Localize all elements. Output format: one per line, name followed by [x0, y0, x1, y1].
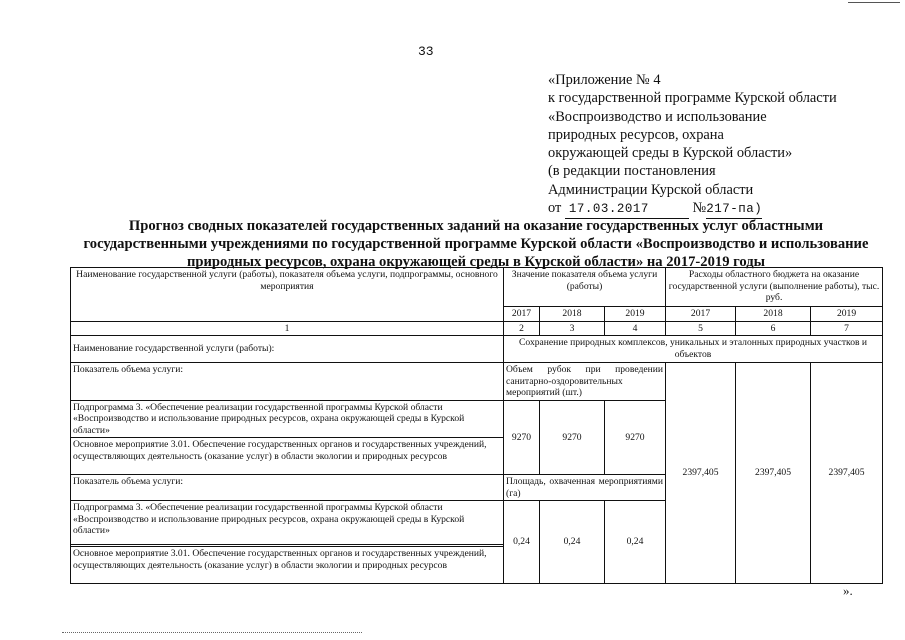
expense-value: 2397,405	[811, 363, 883, 584]
top-edge-rule	[848, 2, 900, 3]
expense-value: 2397,405	[666, 363, 736, 584]
forecast-table	[70, 267, 883, 584]
service-value: Сохранение природных комплексов, уникальных и эталонных природных участков и объектов	[504, 336, 883, 363]
annex-block	[548, 71, 837, 219]
area-value: 0,24	[540, 501, 605, 584]
annex-line: «Приложение № 4	[548, 72, 661, 88]
annex-line: Администрации Курской области	[548, 181, 754, 198]
service-label: Наименование государственной услуги (работы):	[71, 336, 504, 363]
year-cell: 2017	[504, 307, 540, 322]
header-volume: Значение показателя объема услуги (работы)	[504, 268, 666, 307]
year-cell: 2018	[736, 307, 811, 322]
area-value: 0,24	[605, 501, 666, 584]
from-label: от	[548, 200, 562, 217]
main-event-text: Основное мероприятие 3.01. Обеспечение государственных органов и государственных учреждений, осуществляющих деятельность (оказание услуг) в области экологии и природных ресурсов	[71, 438, 504, 475]
year-cell: 2017	[666, 307, 736, 322]
header-row	[71, 268, 883, 307]
annex-line: к государственной программе Курской области	[548, 90, 837, 107]
closing-quote: ».	[843, 583, 853, 598]
indicator-label: Показатель объема услуги:	[71, 475, 504, 501]
volume-value: 9270	[540, 400, 605, 475]
year-cell: 2019	[605, 307, 666, 322]
indicator-label: Показатель объема услуги:	[71, 363, 504, 401]
main-event-text: Основное мероприятие 3.01. Обеспечение государственных органов и государственных учреждений, осуществляющих деятельность (оказание услуг) в области экологии и природных ресурсов	[71, 547, 504, 584]
expense-value: 2397,405	[736, 363, 811, 584]
number-label: №	[692, 200, 707, 217]
year-cell: 2018	[540, 307, 605, 322]
annex-line: «Воспроизводство и использование	[548, 108, 767, 125]
indicator-volume: Объем рубок при проведении санитарно-оздоровительных мероприятий (шт.)	[504, 363, 666, 401]
indicator-area: Площадь, охваченная мероприятиями (га)	[504, 475, 666, 501]
annex-line: (в редакции постановления	[548, 163, 716, 180]
page-number: 33	[418, 44, 434, 59]
volume-value: 9270	[605, 400, 666, 475]
column-number: 4	[605, 321, 666, 336]
column-number: 6	[736, 321, 811, 336]
header-expense: Расходы областного бюджета на оказание государственной услуги (выполнение работы), тыс. руб.	[666, 268, 883, 307]
column-number: 3	[540, 321, 605, 336]
column-number: 7	[811, 321, 883, 336]
header-name: Наименование государственной услуги (работы), показателя объема услуги, подпрограммы, основного мероприятия	[71, 268, 504, 322]
decree-date: 17.03.2017	[565, 200, 689, 219]
column-number: 2	[504, 321, 540, 336]
annex-line: окружающей среды в Курской области»	[548, 145, 793, 162]
annex-line: природных ресурсов, охрана	[548, 126, 724, 143]
column-number-row	[71, 321, 883, 336]
area-value: 0,24	[504, 501, 540, 584]
column-number: 5	[666, 321, 736, 336]
volume-value: 9270	[504, 400, 540, 475]
subprogram-text: Подпрограмма 3. «Обеспечение реализации государственной программы Курской области «Воспроизводство и использование природных ресурсов, охрана окружающей среды в Курской области»	[71, 400, 504, 438]
indicator-row	[71, 363, 883, 401]
bottom-edge-marks	[62, 632, 362, 633]
column-number: 1	[71, 321, 504, 336]
document-title: Прогноз сводных показателей государственных заданий на оказание государственных услуг областными государственными учреждениями по государственной программе Курской области «Воспроизводство и использование природных ресурсов, охрана окружающей среды в Курской области» на 2017-2019 годы	[83, 218, 869, 270]
year-cell: 2019	[811, 307, 883, 322]
decree-number: 217-па)	[706, 200, 762, 219]
service-row	[71, 336, 883, 363]
subprogram-text: Подпрограмма 3. «Обеспечение реализации государственной программы Курской области «Воспроизводство и использование природных ресурсов, охрана окружающей среды в Курской области»	[71, 501, 504, 545]
